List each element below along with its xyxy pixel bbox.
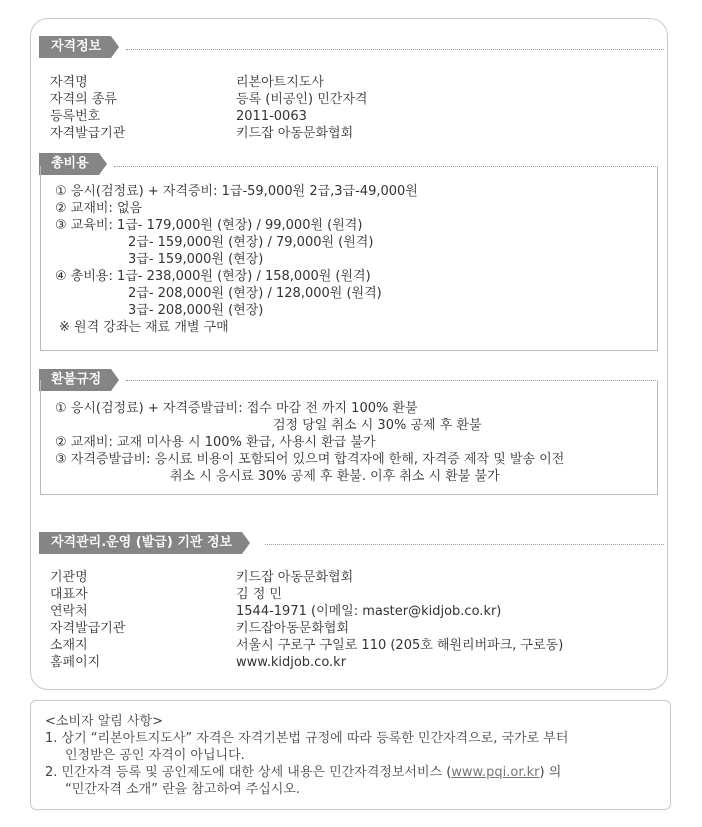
agency-header xyxy=(39,532,242,554)
homepage-link[interactable]: www.kidjob.co.kr xyxy=(236,655,347,670)
agency-row: 자격발급기관 키드잡아동문화협회 xyxy=(50,621,350,636)
notice-item-1-cont: 인정받은 공인 자격이 아닙니다. xyxy=(65,748,245,763)
cost-line: ④ 총비용: 1급- 238,000원 (현장) / 158,000원 (원격) xyxy=(55,269,371,284)
qualification-divider xyxy=(126,49,664,50)
pqi-link[interactable]: www.pqi.or.kr xyxy=(451,765,540,780)
notice-title: <소비자 알림 사항> xyxy=(45,714,163,729)
cost-line: 3급- 208,000원 (현장) xyxy=(128,303,264,318)
agency-row: 대표자 김 정 민 xyxy=(50,587,282,602)
refund-line: ② 교재비: 교재 미사용 시 100% 환급, 사용시 환급 불가 xyxy=(55,435,376,450)
consumer-notice xyxy=(30,700,671,810)
cost-note: ※ 원격 강좌는 재료 개별 구매 xyxy=(59,320,229,335)
qualification-table xyxy=(50,74,367,142)
qualification-row: 자격명 리본아트지도사 xyxy=(50,75,324,90)
qualification-row: 자격발급기관 키드잡 아동문화협회 xyxy=(50,126,354,141)
cost-line: ② 교재비: 없음 xyxy=(55,201,143,216)
refund-line: 검정 당일 취소 시 30% 공제 후 환불 xyxy=(273,418,482,433)
refund-line: ① 응시(검정료) + 자격증발급비: 접수 마감 전 까지 100% 환불 xyxy=(55,401,418,416)
cost-line: 3급- 159,000원 (현장) xyxy=(128,252,264,267)
qualification-header xyxy=(39,36,111,58)
qualification-header-label: 자격정보 xyxy=(39,36,111,58)
qualification-row: 자격의 종류 등록 (비공인) 민간자격 xyxy=(50,92,368,107)
qualification-row: 등록번호 2011-0063 xyxy=(50,109,307,124)
agency-table xyxy=(50,569,563,671)
agency-header-label: 자격관리.운영 (발급) 기관 정보 xyxy=(39,532,242,554)
cost-header-label: 총비용 xyxy=(39,153,99,175)
refund-box xyxy=(40,380,658,495)
refund-header-label: 환불규정 xyxy=(39,369,111,391)
notice-item-2-cont: “민간자격 소개” 란을 참고하여 주십시오. xyxy=(65,782,301,797)
cost-box xyxy=(40,166,658,351)
agency-divider xyxy=(265,544,664,545)
notice-item-1: 1. 상기 “리본아트지도사” 자격은 자격기본법 규정에 따라 등록한 민간자격으로, 국가로 부터 xyxy=(45,731,569,746)
agency-row: 소재지 서울시 구로구 구일로 110 (205호 해원리버파크, 구로동) xyxy=(50,638,564,653)
agency-row: 기관명 키드잡 아동문화협회 xyxy=(50,570,354,585)
cost-line: 2급- 159,000원 (현장) / 79,000원 (원격) xyxy=(128,235,374,250)
agency-row: 홈페이지 www.kidjob.co.kr xyxy=(50,655,347,670)
refund-line: ③ 자격증발급비: 응시료 비용이 포함되어 있으며 합격자에 한해, 자격증 제작 및 발송 이전 xyxy=(55,452,565,467)
cost-line: 2급- 208,000원 (현장) / 128,000원 (원격) xyxy=(128,286,382,301)
cost-line: ① 응시(검정료) + 자격증비: 1급-59,000원 2급,3급-49,000원 xyxy=(55,184,418,199)
notice-item-2: 2. 민간자격 등록 및 공인제도에 대한 상세 내용은 민간자격정보서비스 (www.pqi.or.kr) 의 xyxy=(45,765,562,780)
refund-line: 취소 시 응시료 30% 공제 후 환불. 이후 취소 시 환불 불가 xyxy=(170,469,500,484)
agency-row: 연락처 1544-1971 (이메일: master@kidjob.co.kr) xyxy=(50,604,502,619)
cost-line: ③ 교육비: 1급- 179,000원 (현장) / 99,000원 (원격) xyxy=(55,218,363,233)
